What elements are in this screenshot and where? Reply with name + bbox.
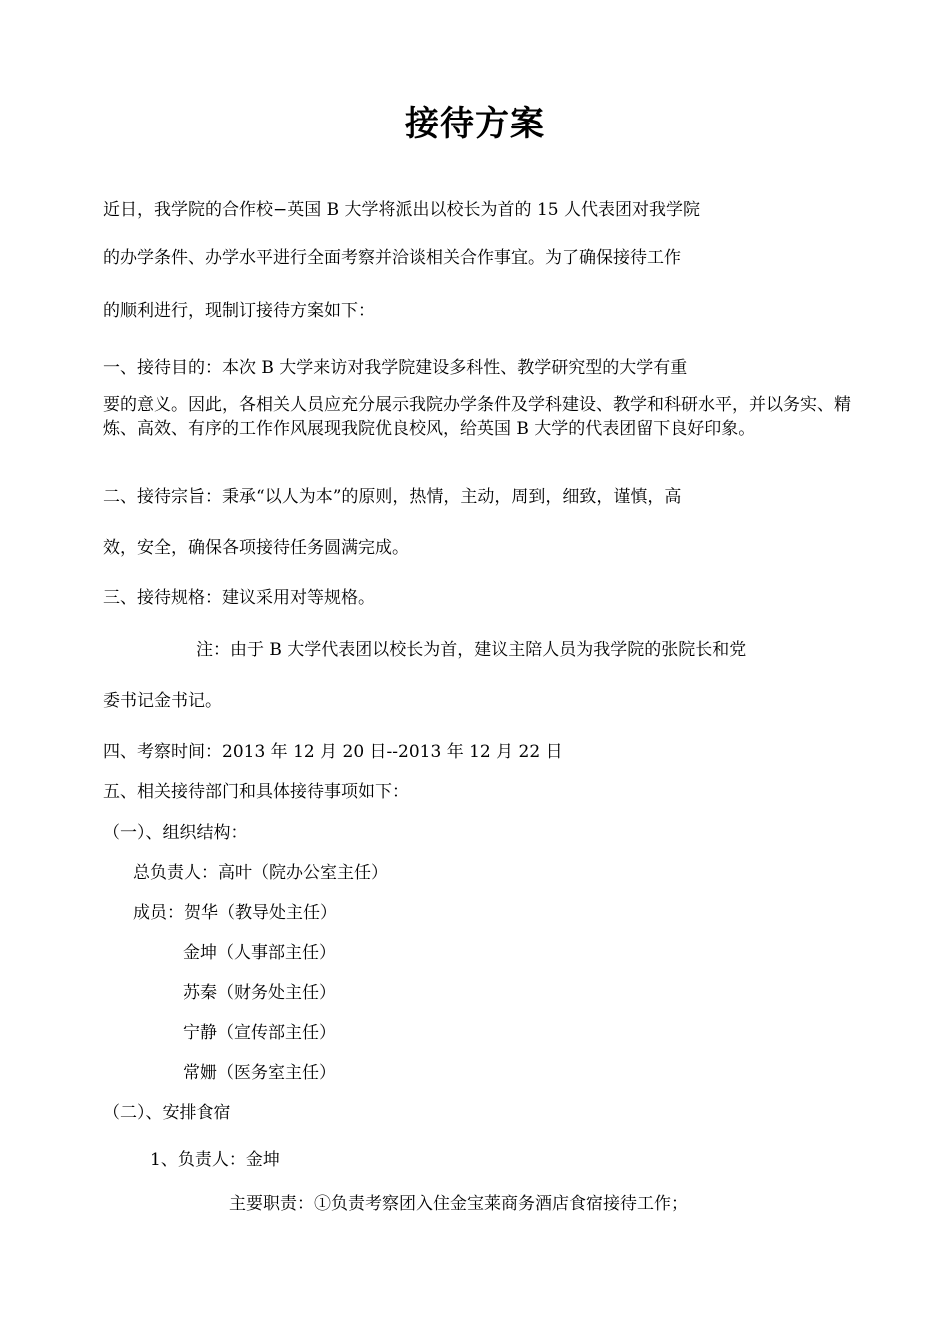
org-heading: （一）、组织结构： [103,823,248,843]
org-member: 宁静（宣传部主任） [183,1023,336,1043]
org-members-label: 成员：贺华（教导处主任） [133,903,337,923]
section-5-heading: 五、相关接待部门和具体接待事项如下： [103,782,409,802]
section-2-heading: 二、接待宗旨：秉承“以人为本”的原则，热情，主动，周到，细致，谨慎，高 [103,487,682,507]
section-3-note-line-2: 委书记金书记。 [103,691,222,711]
document-title: 接待方案 [405,104,545,144]
intro-line-3: 的顺利进行，现制订接待方案如下： [103,301,375,321]
section-3-heading: 三、接待规格：建议采用对等规格。 [103,588,375,608]
section-1-heading: 一、接待目的：本次 B 大学来访对我学院建设多科性、教学研究型的大学有重 [103,358,688,378]
section-3-note-line-1: 注：由于 B 大学代表团以校长为首，建议主陪人员为我学院的张院长和党 [196,640,747,660]
section-1-body: 要的意义。因此，各相关人员应充分展示我院办学条件及学科建设、教学和科研水平，并以务实、精炼、高效、有序的工作作风展现我院优良校风，给英国 B 大学的代表团留下良好印象。 [103,395,851,439]
lodging-item-1: 1、负责人：金坤 [150,1150,280,1170]
section-4-heading: 四、考察时间：2013 年 12 月 20 日--2013 年 12 月 22 日 [103,742,563,762]
org-member: 金坤（人事部主任） [183,943,336,963]
org-member: 常姗（医务室主任） [183,1063,336,1083]
intro-line-1: 近日，我学院的合作校−英国 B 大学将派出以校长为首的 15 人代表团对我学院 [103,200,700,220]
intro-line-2: 的办学条件、办学水平进行全面考察并洽谈相关合作事宜。为了确保接待工作 [103,248,681,268]
org-member: 苏秦（财务处主任） [183,983,336,1003]
org-leader: 总负责人：高叶（院办公室主任） [133,863,388,883]
section-2-body: 效，安全，确保各项接待任务圆满完成。 [103,538,409,558]
lodging-heading: （二）、安排食宿 [103,1103,231,1123]
lodging-duty-1: 主要职责：①负责考察团入住金宝莱商务酒店食宿接待工作； [229,1194,688,1214]
